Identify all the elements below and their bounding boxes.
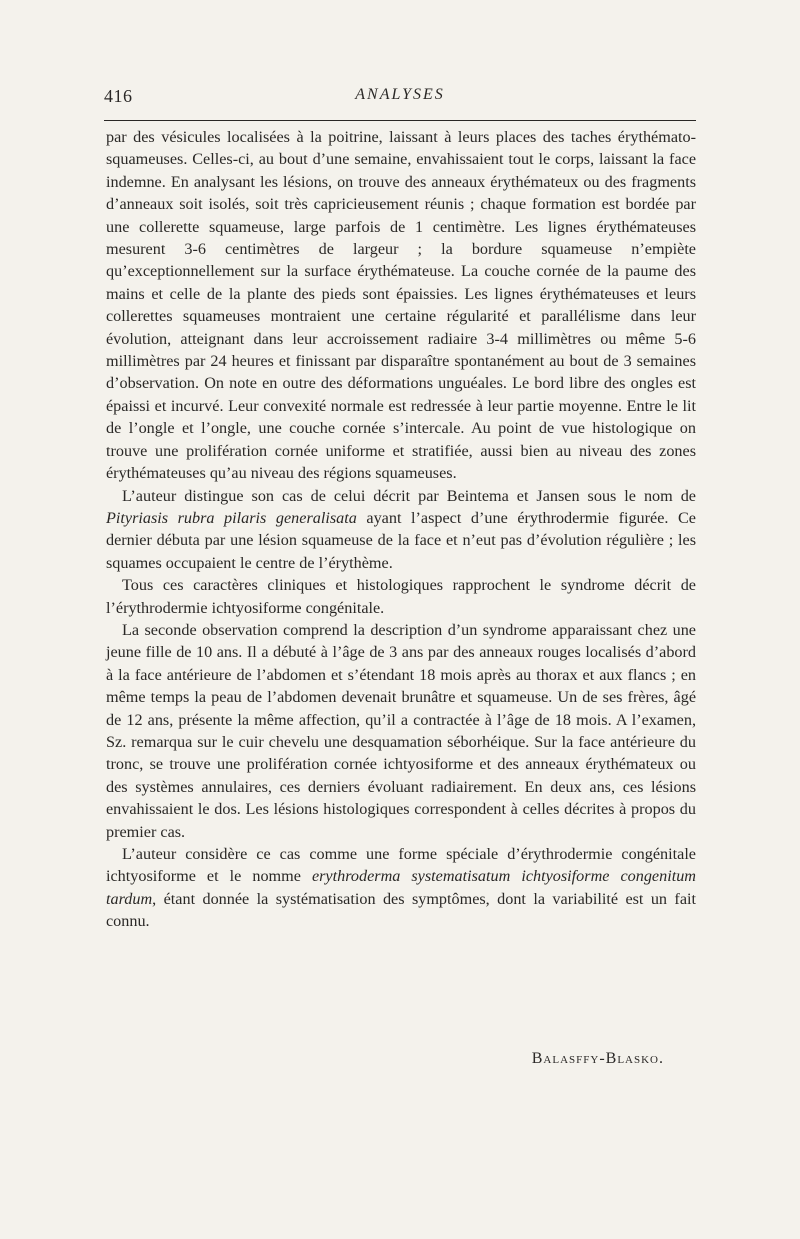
text-run: Tous ces caractères cliniques et histologiques rapprochent le syndrome décrit de l’érythrodermie ichtyosiforme congénitale. [106,576,696,617]
running-title: ANALYSES [355,86,445,103]
italic-term: Pityriasis rubra pilaris generalisata [106,508,357,527]
text-run: L’auteur distingue son cas de celui décrit par Beintema et Jansen sous le nom de [122,486,696,505]
text-run: par des vésicules localisées à la poitrine, laissant à leurs places des taches érythémato-squameuses. Celles-ci, au bout d’une semaine, envahissaient tout le corps, laissant la face indemne. En analysant les lésions, on trouve des anneaux érythémateux ou des fragments d’anneaux soit isolés, soit très capricieusement réunis ; chaque formation est bordée par une collerette squameuse, large parfois de 1 centimètre. Les lignes érythémateuses mesurent 3-6 centimètres de largeur ; la bordure squameuse n’empiète qu’exceptionnellement sur la surface érythémateuse. La couche cornée de la paume des mains et celle de la plante des pieds sont épaissies. Les lignes érythémateuses et leurs collerettes squameuses montraient une certaine régularité et parallélisme dans leur évolution, atteignant dans leur accroissement radiaire 3-4 millimètres ou même 5-6 millimètres par 24 heures et finissant par disparaître spontanément au bout de 3 semaines d’observation. On note en outre des déformations unguéales. Le bord libre des ongles est épaissi et incurvé. Leur convexité normale est redressée à leur partie moyenne. Entre le lit de l’ongle et l’ongle, une couche cornée s’intercale. Au point de vue histologique on trouve une prolifération cornée uniforme et stratifiée, aussi bien au niveau des zones érythémateuses qu’au niveau des régions squameuses. [106,128,696,483]
text-run: , étant donnée la systématisation des symptômes, dont la variabilité est un fait connu. [106,889,696,931]
page-number: 416 [104,86,133,106]
paragraph-p2 [106,485,696,575]
paragraph-p3 [106,574,696,619]
running-header [104,84,696,114]
paragraph-p4 [106,619,696,843]
paragraph-p1 [106,126,696,485]
italic-term: erythroderma systematisatum ichtyosiforme congenitum tardum [106,867,696,908]
header-rule [104,120,696,121]
author-signature: Balasffy-Blasko. [531,1050,664,1067]
text-run: L’auteur considère ce cas comme une forme spéciale d’érythrodermie congénitale ichtyosiforme et le nomme [106,845,696,886]
text-run: ayant l’aspect d’une érythrodermie figurée. Ce dernier débuta par une lésion squameuse de la face et n’eut pas d’évolution régulière ; les squames occupaient le centre de l’érythème. [106,508,696,572]
paragraph-p5 [106,843,696,933]
text-run: La seconde observation comprend la description d’un syndrome apparaissant chez une jeune fille de 10 ans. Il a débuté à l’âge de 3 ans par des anneaux rouges localisés d’abord à la face antérieure de l’abdomen et s’étendant 18 mois après au thorax et aux flancs ; en même temps la peau de l’abdomen devenait brunâtre et squameuse. Un de ses frères, âgé de 12 ans, présente la même affection, qu’il a contractée à l’âge de 18 mois. A l’examen, Sz. remarqua sur le cuir chevelu une desquamation séborhéique. Sur la face antérieure du tronc, se trouve une prolifération cornée ichtyosiforme et des anneaux érythémateux ou des systèmes annulaires, ces derniers évoluant radiairement. En deux ans, ces lésions envahissaient le dos. Les lésions histologiques correspondent à celles décrites à propos du premier cas. [106,620,696,841]
article-body [106,126,696,933]
